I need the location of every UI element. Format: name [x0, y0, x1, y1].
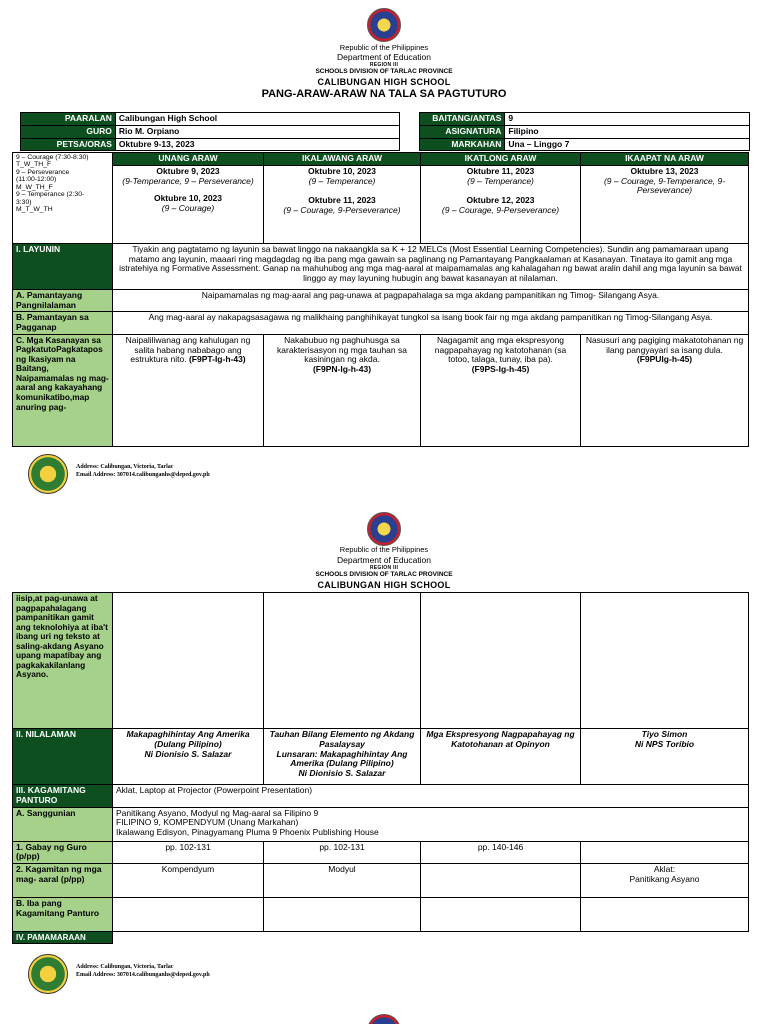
nilalaman-day1: Makapaghihintay Ang Amerika (Dulang Pilipino) Ni Dionisio S. Salazar: [113, 729, 264, 785]
layunin-label: I. LAYUNIN: [13, 243, 113, 289]
day2-header: IKALAWANG ARAW: [264, 153, 421, 166]
day4-header: IKAAPAT NA ARAW: [581, 153, 749, 166]
kagamitan-text: Aklat, Laptop at Projector (Powerpoint Presentation): [113, 785, 749, 808]
kasanayan-label: C. Mga Kasanayan sa PagkatutoPagkatapos ng Ikasiyam na Baitang, Naipamamalas ng mag-aaral ang kakayahang komunikatibo,map anuring pag-: [13, 334, 113, 446]
pamantayang-pangnilalaman-label: A. Pamantayang Pangnilalaman: [13, 289, 113, 312]
division-text: SCHOOLS DIVISION OF TARLAC PROVINCE: [315, 571, 453, 578]
paaralan-label: PAARALAN: [21, 113, 116, 126]
republic-text: Republic of the Philippines: [339, 43, 429, 52]
markahan-label: MARKAHAN: [420, 138, 505, 151]
layunin-text: Tiyakin ang pagtatamo ng layunin sa bawat linggo na nakaangkla sa K + 12 MELCs (Most Essential Learning Competencies). Sundin ang pamamaraan upang matamo ang layunin, maaari ring magdagdag ng iba pang mga gawain sa paglinang ng Pamantayang Pangkaalaman at Kasanayan. Tinataya ito gamit ang mga istratehiya ng Formative Assessment. Ganap na mahuhubog ang mga mag-aaral at maipamamalas ang kahalagahan ng bawat aralin dahil ang mga layunin sa bawat linggo ay may layuning hubugin ang bawat kasanayan at nilalaman.: [113, 243, 749, 289]
kagamitan-mag-aaral-day1: Kompendyum: [113, 864, 264, 898]
gabay-label: 1. Gabay ng Guro (p/pp): [13, 841, 113, 864]
kagamitan-mag-aaral-day2: Modyul: [264, 864, 421, 898]
kasanayan-day2: Nakabubuo ng paghuhusga sa karakterisasyon ng mga tauhan sa kasiningan ng akda. (F9PN-Ig-h-43): [264, 334, 421, 446]
day1-dates: Oktubre 9, 2023 (9-Temperance, 9 – Perseverance) Oktubre 10, 2023 (9 – Courage): [113, 165, 264, 243]
asignatura-label: ASIGNATURA: [420, 125, 505, 138]
deped-seal-icon: [367, 8, 401, 42]
gabay-day1: pp. 102-131: [113, 841, 264, 864]
guro-label: GURO: [21, 125, 116, 138]
deped-seal-icon: [367, 1014, 401, 1024]
region-text: REGION III: [369, 62, 399, 68]
guro-value: Rio M. Orpiano: [115, 125, 400, 138]
document-title: PANG-ARAW-ARAW NA TALA SA PAGTUTURO: [261, 88, 507, 100]
day4-dates: Oktubre 13, 2023 (9 – Courage, 9-Temperance, 9-Perseverance): [581, 165, 749, 243]
republic-text: Republic of the Philippines: [339, 545, 429, 554]
baitang-value: 9: [505, 113, 750, 126]
nilalaman-day4: Tiyo Simon Ni NPS Toribio: [581, 729, 749, 785]
gabay-day3: pp. 140-146: [421, 841, 581, 864]
petsa-value: Oktubre 9-13, 2023: [115, 138, 400, 151]
asignatura-value: Filipino: [505, 125, 750, 138]
footer-page2: [28, 954, 328, 994]
day3-dates: Oktubre 11, 2023 (9 – Temperance) Oktubre 12, 2023 (9 – Courage, 9-Perseverance): [421, 165, 581, 243]
department-text: Department of Education: [336, 52, 432, 62]
lesson-table-page2: [12, 592, 749, 944]
lesson-table-page1: [12, 152, 749, 447]
day3-header: IKATLONG ARAW: [421, 153, 581, 166]
iba-pang-kagamitan-label: B. Iba pang Kagamitang Panturo: [13, 898, 113, 932]
footer-email: Email Address: 307014.calibunganhs@deped.gov.ph: [76, 972, 210, 979]
nilalaman-day2: Tauhan Bilang Elemento ng Akdang Pasalaysay Lunsaran: Makapaghihintay Ang Amerika (Dulang Pilipino) Ni Dionisio S. Salazar: [264, 729, 421, 785]
kagamitan-mag-aaral-label: 2. Kagamitan ng mga mag- aaral (p/pp): [13, 864, 113, 898]
nilalaman-day3: Mga Ekspresyong Nagpapahayag ng Katotohanan at Opinyon: [421, 729, 581, 785]
school-logo-icon: [28, 954, 68, 994]
school-logo-icon: [28, 454, 68, 494]
kasanayan-day1: Naipaliliwanag ang kahulugan ng salita habang nababago ang estruktura nito. (F9PT-Ig-h-43): [113, 334, 264, 446]
markahan-value: Una – Linggo 7: [505, 138, 750, 151]
school-name: CALIBUNGAN HIGH SCHOOL: [317, 77, 451, 87]
pamantayan-sa-pagganap-label: B. Pamantayan sa Pagganap: [13, 312, 113, 335]
petsa-label: PETSA/ORAS: [21, 138, 116, 151]
sanggunian-text: Panitikang Asyano, Modyul ng Mag-aaral sa Filipino 9 FILIPINO 9, KOMPENDYUM (Unang Markahan) Ikalawang Edisyon, Pinagyamang Pluma 9 Phoenix Publishing House: [113, 807, 749, 841]
footer-address: Address: Calibungan, Victoria, Tarlac: [76, 464, 174, 470]
deped-seal-icon: [367, 512, 401, 546]
kagamitan-mag-aaral-day4: Aklat: Panitikang Asyano: [581, 864, 749, 898]
kasanayan-day4: Nasusuri ang pagiging makatotohanan ng ilang pangyayari sa isang dula. (F9PUIg-h-45): [581, 334, 749, 446]
gabay-day2: pp. 102-131: [264, 841, 421, 864]
nilalaman-label: II. NILALAMAN: [13, 729, 113, 785]
kasanayan-label-cont: iisip,at pag-unawa at pagpapahalagang pampanitikan gamit ang teknolohiya at iba't ibang uri ng teksto at saling-akdang Asyano upang mapatibay ang pagkakakilanlang Asyano.: [13, 593, 113, 729]
division-text: SCHOOLS DIVISION OF TARLAC PROVINCE: [315, 68, 453, 75]
baitang-label: BAITANG/ANTAS: [420, 113, 505, 126]
pamantayan-sa-pagganap-text: Ang mag-aaral ay nakapagsasagawa ng malikhaing panghihikayat tungkol sa isang book fair ng mga akdang pampanitikan ng Timog-Silangang Asya.: [113, 312, 749, 335]
pamamaraan-label: IV. PAMAMARAAN: [13, 932, 113, 944]
region-text: REGION III: [369, 565, 399, 571]
paaralan-value: Calibungan High School: [115, 113, 400, 126]
department-text: Department of Education: [336, 555, 432, 565]
kasanayan-day3: Nagagamit ang mga ekspresyong nagpapahayag ng katotohanan (sa totoo, talaga, tunay, iba pa). (F9PS-Ig-h-45): [421, 334, 581, 446]
day1-header: UNANG ARAW: [113, 153, 264, 166]
kagamitan-label: III. KAGAMITANG PANTURO: [13, 785, 113, 808]
sanggunian-label: A. Sanggunian: [13, 807, 113, 841]
pamantayang-pangnilalaman-text: Naipamamalas ng mag-aaral ang pag-unawa at pagpapahalaga sa mga akdang pampanitikan ng Timog- Silangang Asya.: [113, 289, 749, 312]
footer-page1: [28, 454, 328, 494]
footer-address: Address: Calibungan, Victoria, Tarlac: [76, 964, 174, 970]
day2-dates: Oktubre 10, 2023 (9 – Temperance) Oktubre 11, 2023 (9 – Courage, 9-Perseverance): [264, 165, 421, 243]
school-name: CALIBUNGAN HIGH SCHOOL: [317, 580, 451, 590]
info-table: [20, 112, 750, 151]
footer-email: Email Address: 307014.calibunganhs@deped.gov.ph: [76, 472, 210, 479]
schedule-cell: 9 – Courage (7:30-8:30) T_W_TH_F 9 – Perseverance (11:00-12:00) M_W_TH_F 9 – Temperance (2:30- 3:30) M_T_W_TH: [13, 153, 113, 244]
